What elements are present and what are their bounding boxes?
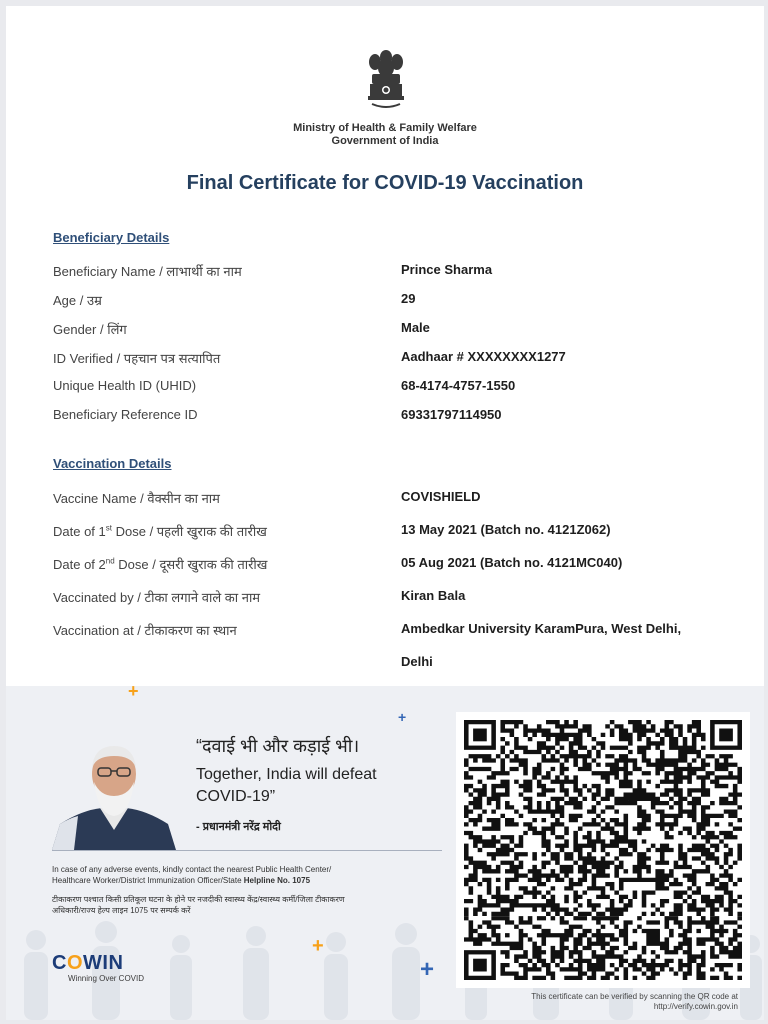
vaccinated-at-value: Ambedkar University KaramPura, West Delhi,	[401, 621, 682, 636]
plus-decoration-icon: +	[398, 709, 407, 725]
beneficiary-name-value: Prince Sharma	[401, 262, 493, 277]
quote-attribution: - प्रधानमंत्री नरेंद्र मोदी	[196, 821, 281, 833]
government-name: Government of India	[331, 135, 439, 147]
beneficiary-section-heading: Beneficiary Details	[53, 230, 170, 245]
plus-decoration-icon: +	[312, 935, 324, 957]
id-verified-row	[53, 349, 753, 369]
cowin-logo	[52, 952, 123, 975]
verification-note-line1: This certificate can be verified by scanning the QR code at	[531, 992, 738, 1001]
beneficiary-name-row	[53, 262, 753, 282]
vaccinated-by-label: Vaccinated by / टीका लगाने वाले का नाम	[53, 590, 261, 605]
id-verified-label: ID Verified / पहचान पत्र सत्यापित	[53, 351, 221, 366]
dose2-label	[53, 555, 267, 573]
uhid-label: Unique Health ID (UHID)	[53, 378, 197, 393]
helpline-note-line2	[52, 875, 442, 886]
vaccine-name-value: COVISHIELD	[401, 489, 481, 504]
vaccination-section-heading: Vaccination Details	[53, 456, 172, 471]
vaccinated-by-row	[53, 588, 753, 608]
cowin-logo-c: C	[52, 952, 67, 974]
gender-value: Male	[401, 320, 430, 335]
dose1-label-ordinal: st	[105, 523, 112, 533]
quote-hindi: “दवाई भी और कड़ाई भी।	[196, 736, 360, 756]
dose2-label-ordinal: nd	[105, 556, 115, 566]
dose2-label-prefix: Date of 2	[53, 557, 106, 572]
vaccinated-at-row	[53, 621, 753, 641]
gender-row	[53, 320, 753, 340]
vaccine-name-row	[53, 489, 753, 509]
dose1-row	[53, 522, 753, 542]
age-label: Age / उम्र	[53, 293, 102, 308]
helpline-note-hindi	[52, 894, 442, 916]
certificate-title: Final Certificate for COVID-19 Vaccination	[186, 172, 584, 194]
vaccinated-at-row-continued	[53, 654, 753, 674]
qr-code-icon	[464, 720, 742, 980]
uhid-row	[53, 378, 753, 398]
plus-decoration-icon: +	[420, 956, 435, 983]
ministry-heading	[6, 122, 764, 148]
dose2-value: 05 Aug 2021 (Batch no. 4121MC040)	[401, 555, 623, 570]
age-row	[53, 291, 753, 311]
dose1-label-suffix: Dose / पहली खुराक की तारीख	[112, 524, 267, 539]
verification-note	[531, 992, 738, 1012]
reference-id-label: Beneficiary Reference ID	[53, 407, 198, 422]
verification-url: http://verify.cowin.gov.in	[653, 1002, 738, 1011]
id-verified-value: Aadhaar # XXXXXXXX1277	[401, 349, 566, 364]
gender-label: Gender / लिंग	[53, 322, 127, 337]
helpline-note-line2-text: Healthcare Worker/District Immunization Officer/State	[52, 876, 242, 885]
age-value: 29	[401, 291, 416, 306]
dose2-label-suffix: Dose / दूसरी खुराक की तारीख	[114, 557, 268, 572]
certificate-sheet	[6, 6, 764, 1020]
helpline-note-line1: In case of any adverse events, kindly contact the nearest Public Health Center/	[52, 865, 332, 874]
uhid-value: 68-4174-4757-1550	[401, 378, 516, 393]
prime-minister-portrait	[52, 738, 176, 850]
helpline-note-hindi-line1: टीकाकरण पश्चात किसी प्रतिकूल घटना के होने पर नजदीकी स्वास्थ्य केंद्र/स्वास्थ्य कर्मी/जिला टीकाकरण	[52, 895, 345, 904]
vaccinated-by-value: Kiran Bala	[401, 588, 466, 603]
dose1-label-prefix: Date of 1	[53, 524, 106, 539]
ministry-name: Ministry of Health & Family Welfare	[293, 122, 477, 134]
helpline-number: Helpline No. 1075	[243, 876, 311, 885]
helpline-note-hindi-line2: अधिकारी/राज्य हेल्प लाइन 1075 पर सम्पर्क करें	[52, 906, 191, 915]
cowin-logo-o: O	[66, 952, 84, 974]
quote-english: Together, India will defeat COVID-19”	[196, 766, 377, 805]
helpline-note-english	[52, 864, 442, 886]
cowin-logo-rest: WIN	[83, 952, 124, 974]
footer-panel	[6, 686, 764, 1020]
dose1-label	[53, 522, 267, 540]
dose2-row	[53, 555, 753, 575]
cowin-tagline: Winning Over COVID	[68, 974, 145, 983]
qr-code	[456, 712, 750, 988]
reference-id-value: 69331797114950	[401, 407, 502, 422]
vaccine-name-label: Vaccine Name / वैक्सीन का नाम	[53, 491, 220, 506]
national-emblem-icon	[364, 48, 408, 114]
reference-id-row	[53, 407, 753, 427]
dose1-value: 13 May 2021 (Batch no. 4121Z062)	[401, 522, 611, 537]
vaccinated-at-value-line2: Delhi	[401, 654, 433, 669]
beneficiary-name-label: Beneficiary Name / लाभार्थी का नाम	[53, 264, 242, 279]
vaccinated-at-label: Vaccination at / टीकाकरण का स्थान	[53, 623, 237, 638]
footer-divider	[52, 850, 442, 851]
plus-decoration-icon: +	[128, 686, 139, 701]
